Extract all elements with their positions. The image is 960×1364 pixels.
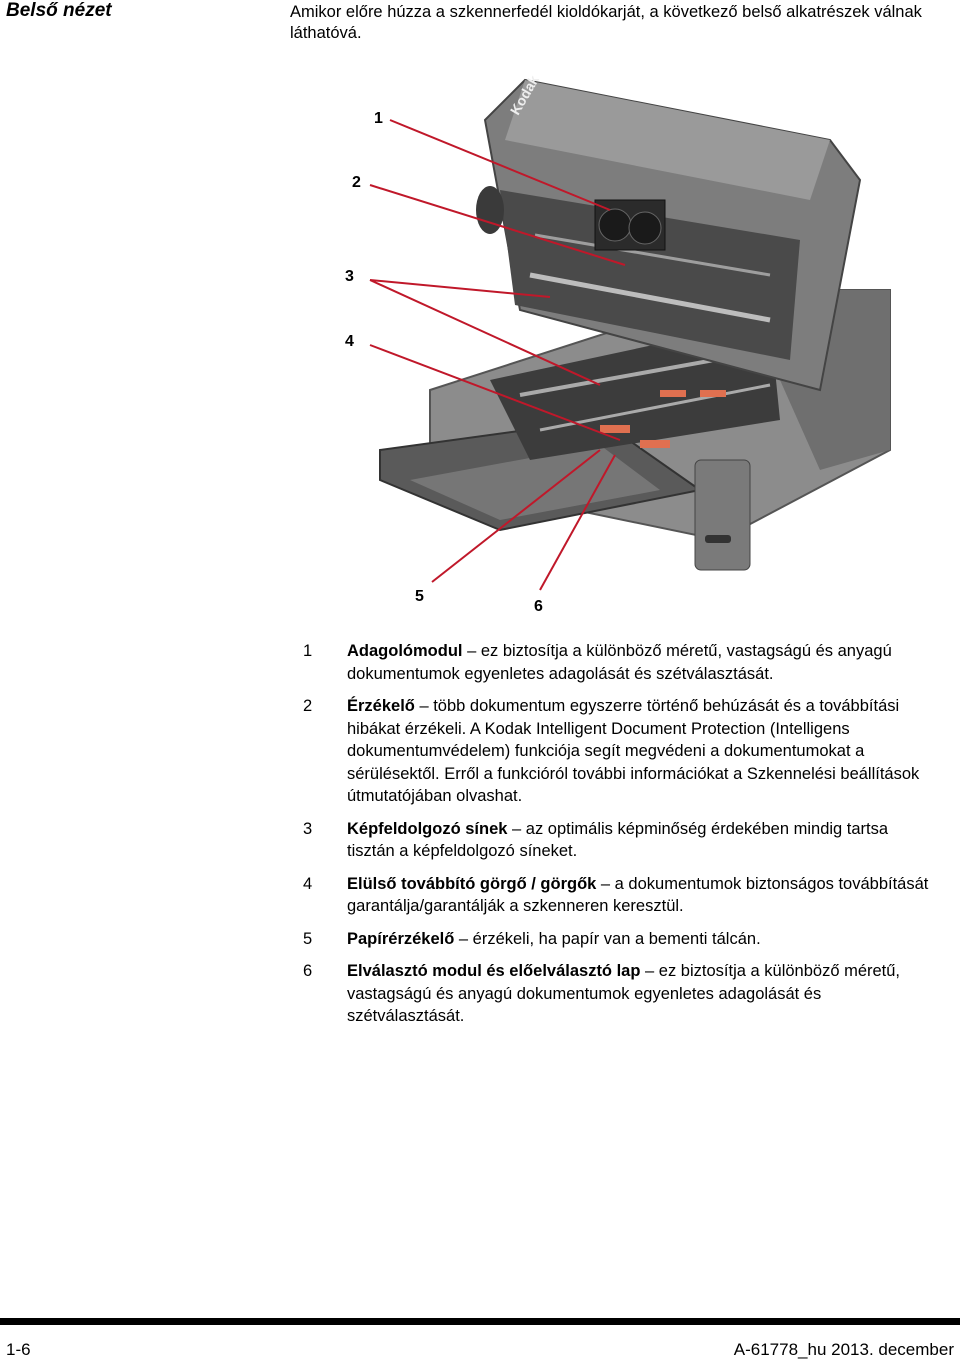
item-number: 1 xyxy=(303,642,313,660)
component-list xyxy=(303,640,933,1038)
list-item xyxy=(303,640,933,685)
item-term: Érzékelő xyxy=(347,697,415,715)
callout-4: 4 xyxy=(345,333,354,350)
intro-text: Amikor előre húzza a szkennerfedél kioldókarját, a következő belső alkatrészek válnak láthatóvá. xyxy=(290,3,922,42)
item-term: Képfeldolgozó sínek xyxy=(347,819,508,838)
item-number: 2 xyxy=(303,697,313,715)
item-description: – több dokumentum egyszerre történő behúzását és a továbbítási hibákat érzékeli. A Kodak Intelligent Document Protection (Intelligens dokumentumvédelem) funkciója segít megvédeni a dokumentumokat a sérülésektől. Erről a funkcióról további információkat a Szkennelési beállítások útmutatójában olvashat. xyxy=(347,697,920,805)
item-description: – érzékeli, ha papír van a bementi tálcán. xyxy=(454,929,761,948)
item-number: 5 xyxy=(303,929,313,948)
item-number: 6 xyxy=(303,962,313,980)
callout-6: 6 xyxy=(534,598,543,615)
list-item xyxy=(303,873,933,918)
callout-2: 2 xyxy=(352,174,361,191)
callout-5: 5 xyxy=(415,588,424,605)
item-term: Elülső továbbító görgő / görgők xyxy=(347,874,597,893)
item-number: 3 xyxy=(303,819,313,838)
list-item xyxy=(303,695,933,808)
list-item xyxy=(303,928,933,951)
item-term: Elválasztó modul és előelválasztó lap xyxy=(347,962,641,980)
scanner-illustration xyxy=(300,60,900,620)
scanner-figure xyxy=(300,60,900,620)
footer-rule xyxy=(0,1318,960,1325)
item-description: – ez biztosítja a különböző méretű, vastagságú és anyagú dokumentumok egyenletes adagolását és szétválasztását. xyxy=(347,962,901,1025)
item-description: – a dokumentumok biztonságos továbbítását garantálja/garantálják a szkenneren keresztül. xyxy=(347,874,929,915)
section-title: Belső nézet xyxy=(6,0,112,21)
item-term: Adagolómodul xyxy=(347,642,463,660)
item-number: 4 xyxy=(303,874,313,893)
list-item xyxy=(303,960,933,1028)
list-item xyxy=(303,818,933,863)
kodak-logo: Kodak xyxy=(506,72,542,118)
item-description: – az optimális képminőség érdekében mindig tartsa tisztán a képfeldolgozó síneket. xyxy=(347,819,889,860)
page-number: 1-6 xyxy=(6,1340,31,1359)
document-id: A-61778_hu 2013. december xyxy=(733,1340,954,1359)
item-description: – ez biztosítja a különböző méretű, vastagságú és anyagú dokumentumok egyenletes adagolását és szétválasztását. xyxy=(347,642,892,683)
callout-3: 3 xyxy=(345,268,354,285)
callout-1: 1 xyxy=(374,110,383,127)
item-term: Papírérzékelő xyxy=(347,929,455,948)
